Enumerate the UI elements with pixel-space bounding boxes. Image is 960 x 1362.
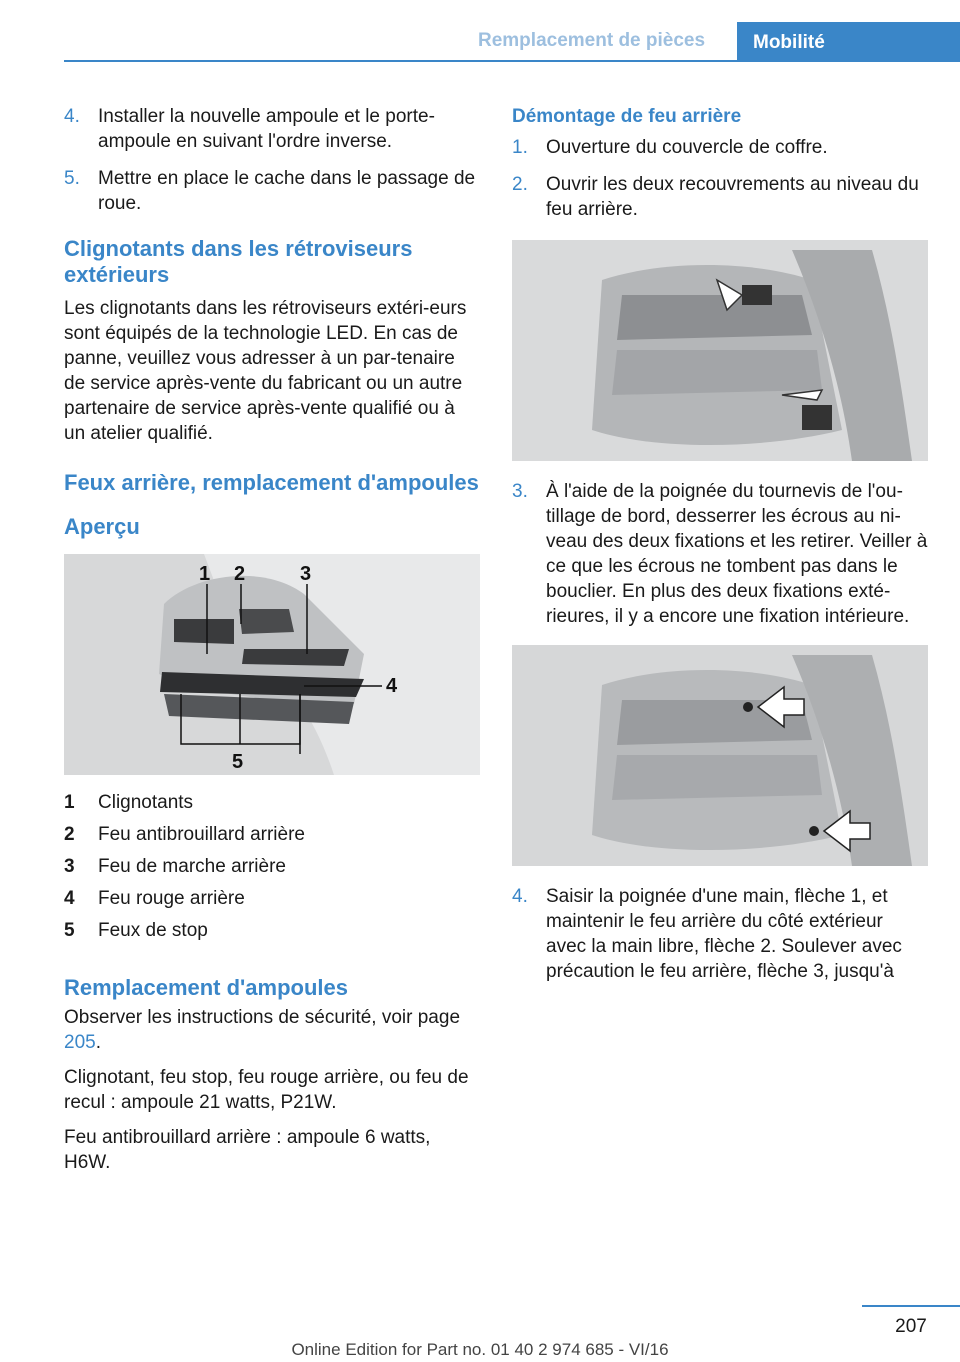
left-column <box>64 104 480 1185</box>
legend-label: Feu antibrouillard arrière <box>98 824 305 845</box>
page-link[interactable]: 205 <box>64 1032 96 1053</box>
legend-number: 2 <box>64 824 75 845</box>
step-text: Installer la nouvelle ampoule et le porte-ampoule en suivant l'ordre inverse. <box>98 106 435 152</box>
paragraph-clignotants: Les clignotants dans les rétroviseurs extéri-eurs sont équipés de la technologie LED. En cas de panne, veuillez vous adresser à un par-tenaire de service après-vente du fabricant ou un autre partenaire de service après-vente qualifié ou à un atelier qualifié. <box>64 298 467 444</box>
legend-list <box>64 787 480 947</box>
taillight-overview-figure <box>64 554 480 775</box>
legend-number: 4 <box>64 888 75 909</box>
step-number: 1. <box>512 137 528 158</box>
heading-feux-arriere: Feux arrière, remplacement d'ampoules <box>64 470 479 495</box>
header-section-title: Remplacement de pièces <box>478 30 706 51</box>
taillight-illustration <box>64 554 480 775</box>
page-number: 207 <box>895 1316 927 1337</box>
fastener-icon <box>809 826 819 836</box>
legend-number: 5 <box>64 920 75 941</box>
legend-item <box>64 851 480 883</box>
observer-text: Observer les instructions de sécurité, voir page <box>64 1007 461 1028</box>
right-column <box>512 104 928 996</box>
figure-label-2: 2 <box>234 563 246 585</box>
step-number: 2. <box>512 174 528 195</box>
cover-icon <box>742 285 772 305</box>
taillight-fasteners-illustration <box>512 645 928 866</box>
step-number: 4. <box>64 106 80 127</box>
legend-label: Feux de stop <box>98 920 208 941</box>
step-text: Ouverture du couvercle de coffre. <box>546 137 828 158</box>
legend-number: 3 <box>64 856 75 877</box>
step-item <box>512 479 928 629</box>
header-chapter-tab[interactable]: Mobilité <box>737 22 960 62</box>
legend-item <box>64 915 480 947</box>
legend-item <box>64 819 480 851</box>
step-item <box>512 884 928 984</box>
footer-edition: Online Edition for Part no. 01 40 2 974 685 - VI/16 <box>291 1340 669 1359</box>
cover-icon <box>802 405 832 430</box>
step-item <box>512 172 928 222</box>
step-number: 4. <box>512 886 528 907</box>
figure-label-4: 4 <box>386 675 398 697</box>
heading-clignotants: Clignotants dans les rétroviseurs extérieurs <box>64 236 413 287</box>
taillight-covers-figure <box>512 240 928 461</box>
taillight-fasteners-figure <box>512 645 928 866</box>
step-text: Mettre en place le cache dans le passage de roue. <box>98 168 476 214</box>
step-number: 5. <box>64 168 80 189</box>
figure-label-5: 5 <box>232 751 244 773</box>
figure-label-1: 1 <box>199 563 211 585</box>
observer-end: . <box>95 1032 101 1053</box>
legend-number: 1 <box>64 792 75 813</box>
step-text: Saisir la poignée d'une main, flèche 1, et maintenir le feu arrière du côté extérieur avec la main libre, flèche 2. Soulever avec précaution le feu arrière, flèche 3, jusqu'à <box>546 886 902 982</box>
step-item <box>512 135 928 160</box>
heading-demontage: Démontage de feu arrière <box>512 106 742 127</box>
step-number: 3. <box>512 481 528 502</box>
paragraph-observer <box>64 1005 480 1055</box>
figure-label-3: 3 <box>300 563 312 585</box>
header-rule <box>64 60 960 62</box>
step-item <box>64 104 480 154</box>
paragraph-clignotant-bulbs: Clignotant, feu stop, feu rouge arrière, ou feu de recul : ampoule 21 watts, P21W. <box>64 1067 469 1113</box>
paragraph-antibrouillard-bulb: Feu antibrouillard arrière : ampoule 6 watts, H6W. <box>64 1127 431 1173</box>
legend-label: Clignotants <box>98 792 194 813</box>
step-text: À l'aide de la poignée du tournevis de l'ou-tillage de bord, desserrer les écrous au ni-veau des deux fixations et les retirer. Veiller à ce que les écrous ne tombent pas dans le bouclier. En plus des deux fixations exté-rieures, il y a encore une fixation intérieure. <box>546 481 928 627</box>
page-number-rule <box>862 1305 960 1307</box>
heading-apercu: Aperçu <box>64 514 140 539</box>
legend-item <box>64 883 480 915</box>
heading-remplacement: Remplacement d'ampoules <box>64 975 348 1000</box>
step-item <box>64 166 480 216</box>
legend-label: Feu rouge arrière <box>98 888 245 909</box>
fastener-icon <box>743 702 753 712</box>
taillight-covers-illustration <box>512 240 928 461</box>
legend-label: Feu de marche arrière <box>98 856 286 877</box>
legend-item <box>64 787 480 819</box>
step-text: Ouvrir les deux recouvrements au niveau du feu arrière. <box>546 174 919 220</box>
